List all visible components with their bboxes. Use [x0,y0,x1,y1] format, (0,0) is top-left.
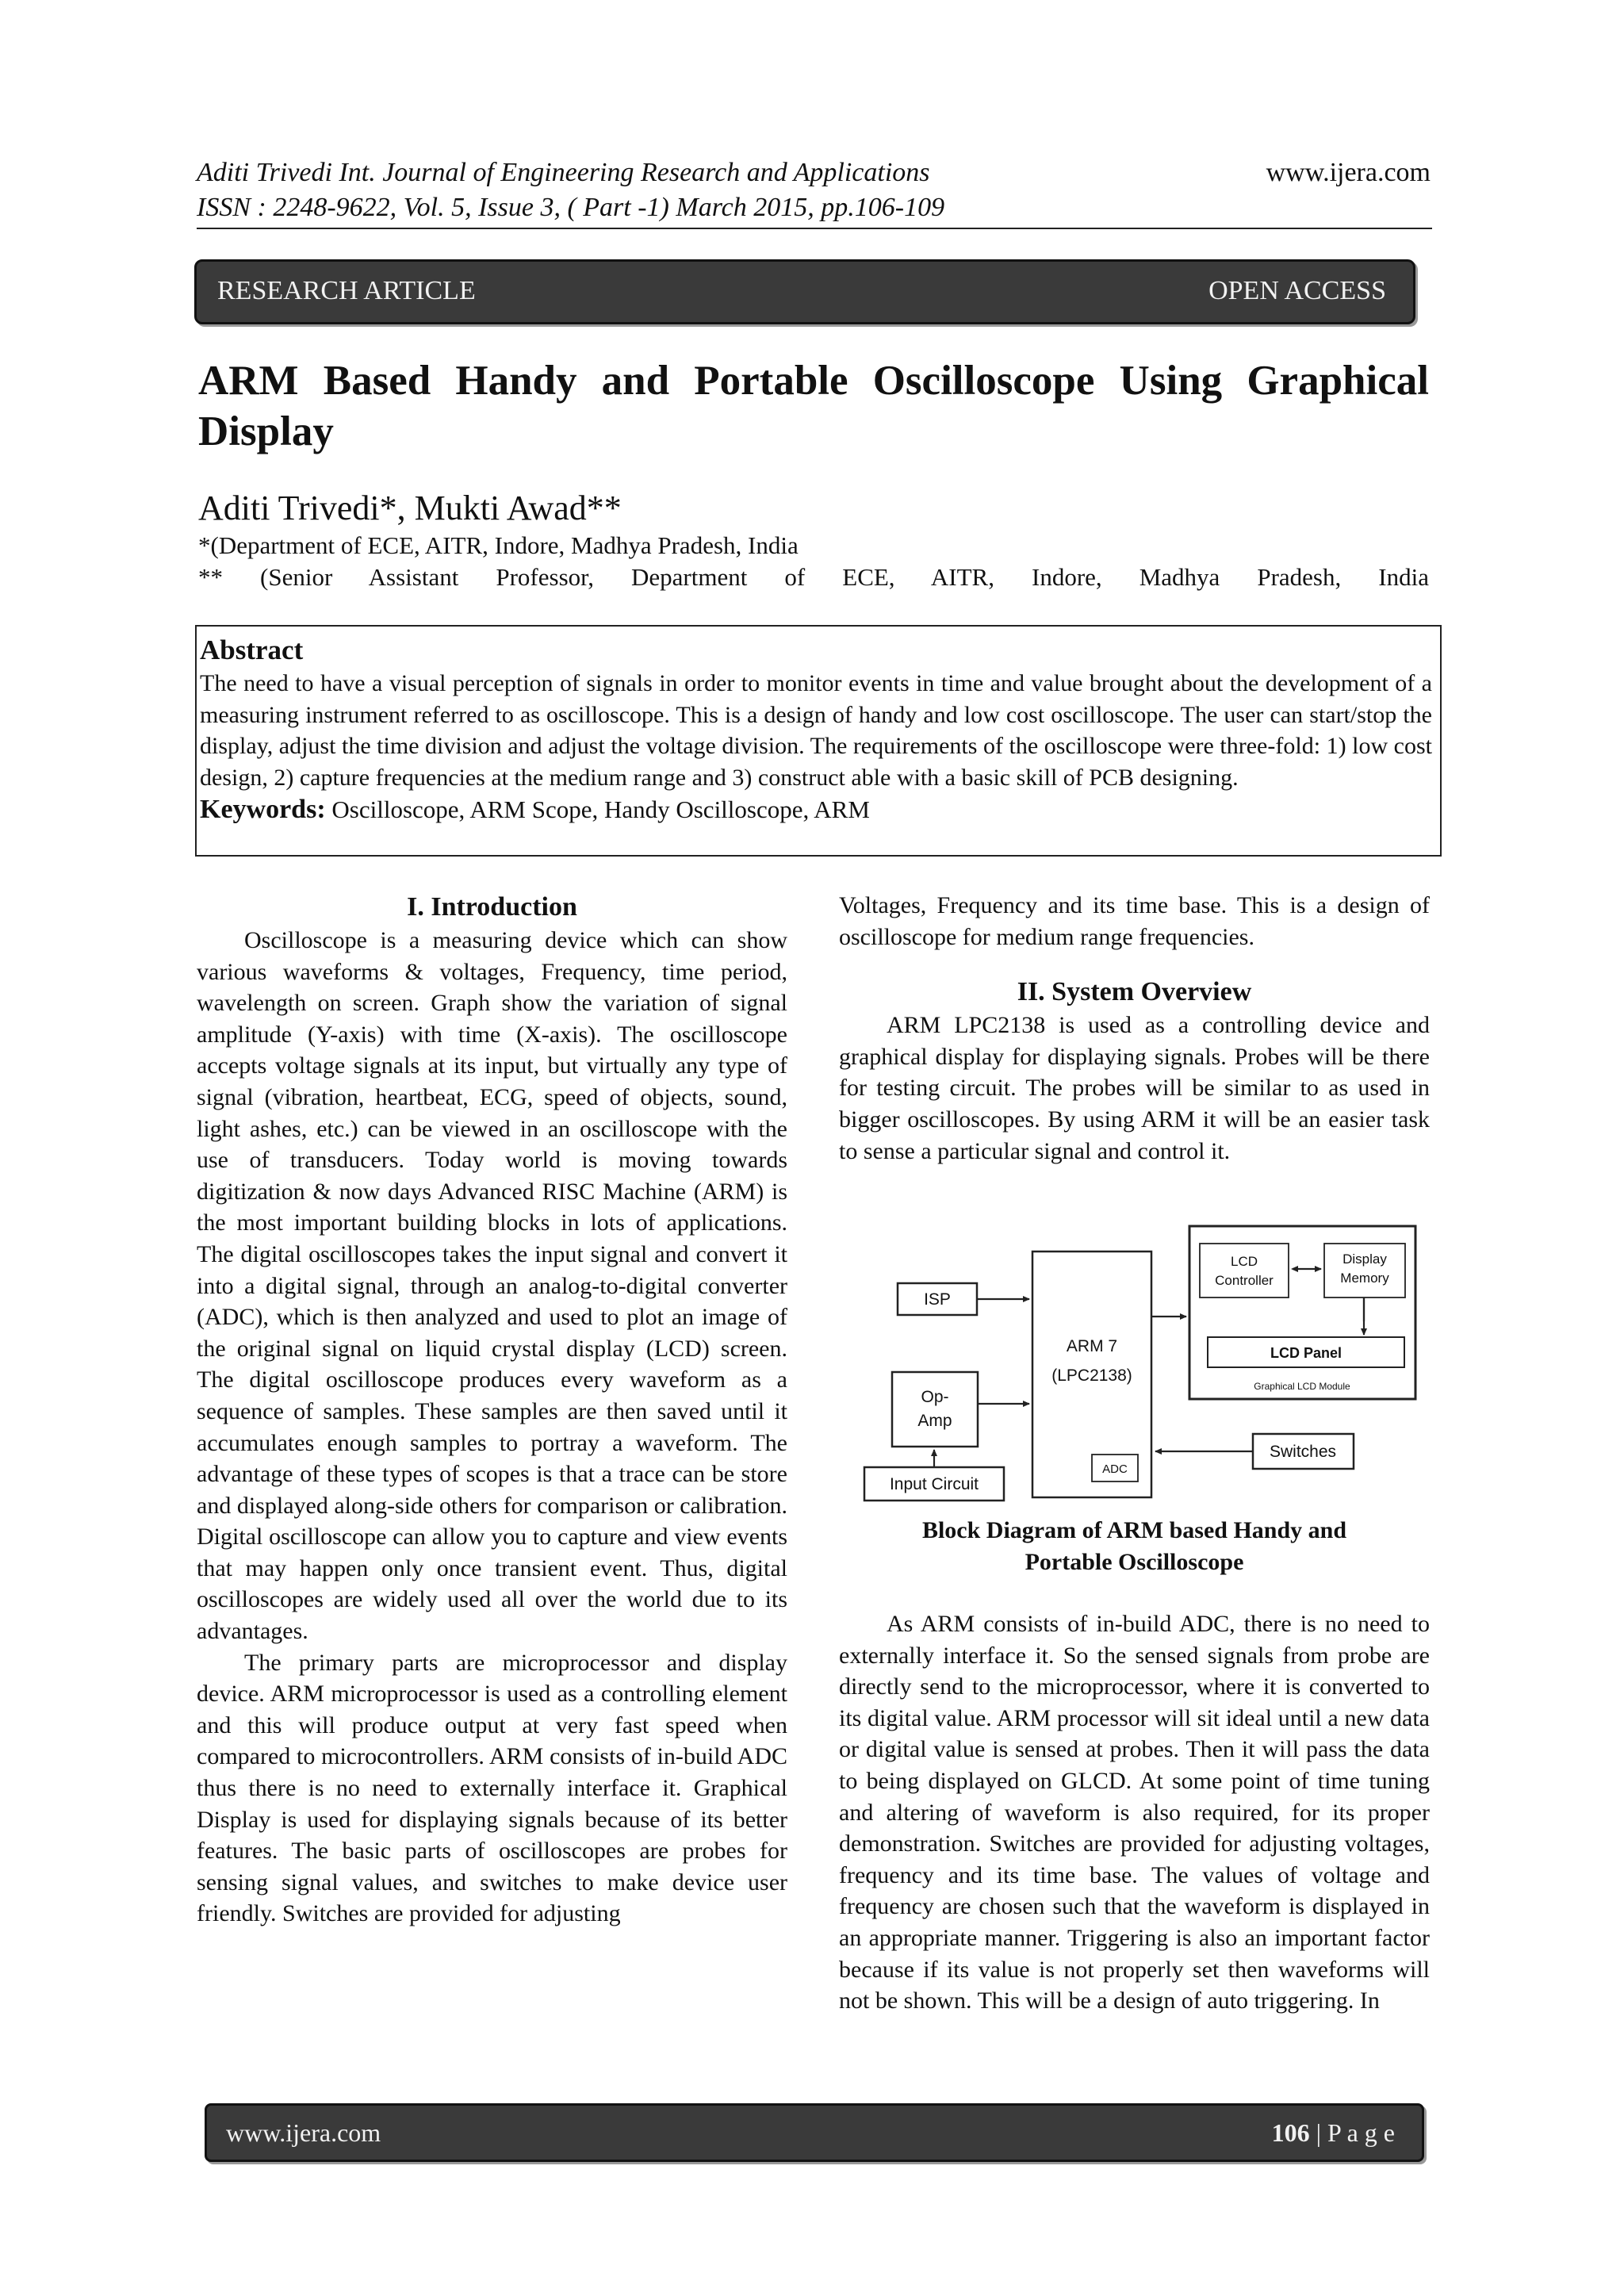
right-column-continued [839,1608,1430,2017]
abstract-box [195,625,1442,857]
article-type-banner [194,259,1415,324]
keywords-label: Keywords: [200,795,326,825]
opamp-label-1: Op- [921,1388,949,1406]
keywords-list: Oscilloscope, ARM Scope, Handy Oscilloscope, ARM [325,795,870,824]
header-website: www.ijera.com [1266,158,1431,187]
research-article-label: RESEARCH ARTICLE [217,276,476,305]
figure-caption [839,1515,1430,1578]
keywords [200,793,1432,826]
page-label: | P a g e [1309,2118,1395,2147]
right-column [839,890,1430,1167]
footer-website: www.ijera.com [226,2118,381,2147]
affiliation-1: *(Department of ECE, AITR, Indore, Madhya Pradesh, India [198,531,799,559]
lcd-controller-label-1: LCD [1230,1254,1258,1269]
intro-paragraph-1: Oscilloscope is a measuring device which can show various waveforms & voltages, Frequency, time period, wavelength on screen. Graph show the variation of signal amplitude (Y-axis) with time (X-axis). The oscilloscope accepts voltage signals at its input, but virtually any type of signal (vibration, heartbeat, ECG, speed of objects, sound, light ashes, etc.) can be viewed in an oscilloscope with the use of transducers. Today world is moving towards digitization & now days Advanced RISC Machine (ARM) is the most important building blocks in lots of applications. The digital oscilloscopes takes the input signal and convert it into a digital signal, through an analog-to-digital converter (ADC), which is then analyzed and used to plot an image of the original signal on liquid crystal display (LCD) screen. The digital oscilloscope produces every waveform as a sequence of samples. These samples are then saved until it accumulates enough samples to portray a waveform. The advantage of these types of scopes is that a trace can be store and displayed along-side others for comparison or calibration. Digital oscilloscope can allow you to capture and view events that may happen only once transient event. Thus, digital oscilloscopes are widely used all over the world due to its advantages. [197,927,787,1645]
input-circuit-label: Input Circuit [889,1475,979,1493]
section-heading-introduction: I. Introduction [407,892,577,922]
section-heading-system-overview: II. System Overview [1017,977,1252,1007]
running-header [197,155,1431,225]
page-number: 106 [1271,2118,1310,2147]
header-rule [197,228,1432,229]
author-list: Aditi Trivedi*, Mukti Awad** [198,489,622,527]
block-diagram [856,1220,1421,1513]
intro-paragraph-2: The primary parts are microprocessor and display device. ARM microprocessor is used as a controlling element and this will produce output at very fast speed when compared to microcontrollers. ARM consists of in-build ADC thus there is no need to externally interface it. Graphical Display is used for displaying signals because of its better features. The basic parts of oscilloscopes are probes for sensing signal values, and switches to make device user friendly. Switches are provided for adjusting [197,1649,787,1927]
journal-line: Aditi Trivedi Int. Journal of Engineering Research and Applications [197,158,930,187]
paper-title: ARM Based Handy and Portable Oscilloscope Using Graphical Display [198,358,1429,454]
lcd-controller-block [1200,1244,1289,1297]
arm-label-1: ARM 7 [1066,1337,1118,1355]
figure-caption-line-2: Portable Oscilloscope [1025,1549,1244,1575]
overview-paragraph-2: As ARM consists of in-build ADC, there is no need to externally interface it. So the sensed signals from probe are directly send to the microprocessor, where it is converted to its digital value. ARM processor will sit ideal until a new data or digital value is sensed at probes. Then it will pass the data to being displayed on GLCD. At some point of time tuning and altering of waveform is also required, for its proper demonstration. Switches are provided for adjusting voltages, frequency and its time base. The values of voltage and frequency are chosen such that the waveform is displayed in an appropriate manner. Triggering is also an important factor because if its value is not properly set then waveforms will not be shown. This will be a design of auto triggering. In [839,1611,1430,2014]
footer-page [1272,2118,1395,2148]
abstract-heading: Abstract [200,634,304,665]
display-memory-label-2: Memory [1340,1271,1389,1286]
intro-paragraph-3: Voltages, Frequency and its time base. This is a design of oscilloscope for medium range frequencies. [839,892,1430,950]
abstract-text: The need to have a visual perception of signals in order to monitor events in time and value brought about the development of a measuring instrument referred to as oscilloscope. This is a design of handy and low cost oscilloscope. The user can start/stop the display, adjust the time division and adjust the voltage division. The requirements of the oscilloscope were three-fold: 1) low cost design, 2) capture frequencies at the medium range and 3) construct able with a basic skill of PCB designing. [200,670,1432,791]
lcd-controller-label-2: Controller [1215,1273,1274,1288]
isp-label: ISP [924,1290,951,1309]
overview-paragraph-1: ARM LPC2138 is used as a controlling device and graphical display for displaying signals. Probes will be there for testing circuit. The probes will be similar to as used in bigger oscilloscopes. By using ARM it will be an easier task to sense a particular signal and control it. [839,1012,1430,1164]
switches-label: Switches [1269,1443,1337,1461]
opamp-block [892,1372,978,1447]
opamp-label-2: Amp [917,1412,952,1430]
issn-line: ISSN : 2248-9622, Vol. 5, Issue 3, ( Part -1) March 2015, pp.106-109 [197,193,945,222]
display-memory-label-1: Display [1342,1251,1387,1267]
figure-caption-line-1: Block Diagram of ARM based Handy and [921,1517,1347,1543]
lcd-panel-label: LCD Panel [1270,1345,1342,1361]
arm-label-2: (LPC2138) [1051,1366,1132,1385]
glcd-module-label: Graphical LCD Module [1254,1381,1350,1392]
adc-label: ADC [1102,1462,1128,1476]
page-footer [205,2103,1424,2162]
open-access-label: OPEN ACCESS [1208,276,1386,305]
left-column [197,890,787,1930]
affiliation-2: ** (Senior Assistant Professor, Department of ECE, AITR, Indore, Madhya Pradesh, India [198,563,1429,591]
